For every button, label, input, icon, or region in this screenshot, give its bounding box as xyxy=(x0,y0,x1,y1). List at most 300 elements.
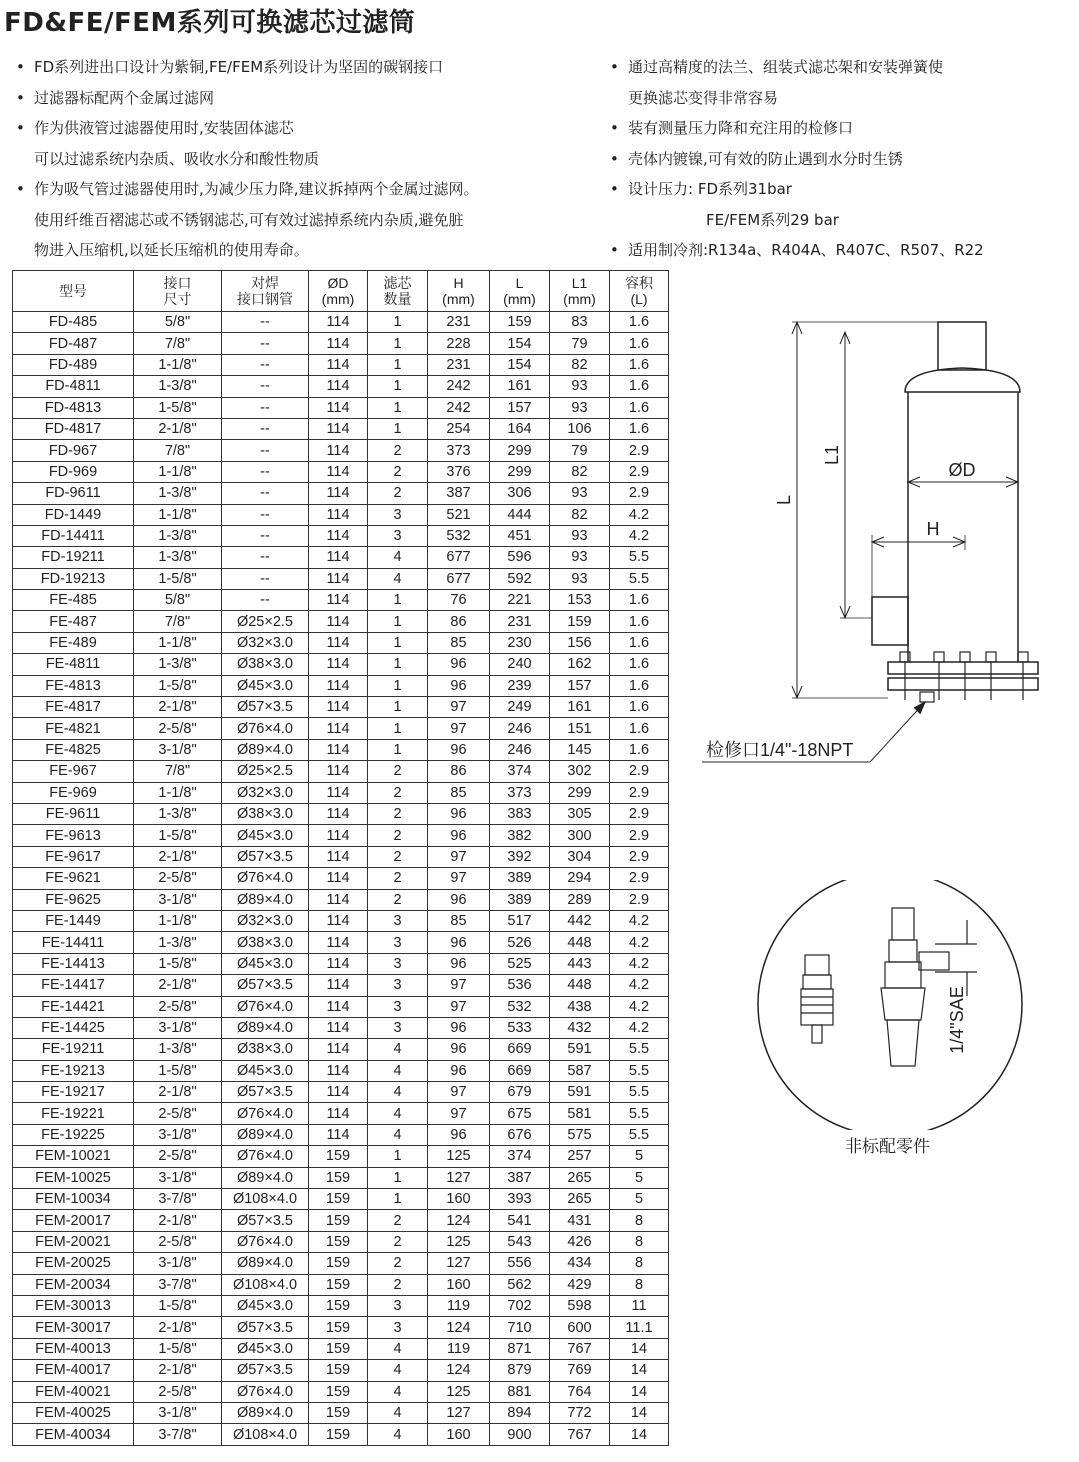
table-row xyxy=(13,547,669,568)
table-row xyxy=(13,889,669,910)
table-cell: FE-19213 xyxy=(13,1060,134,1081)
table-row xyxy=(13,525,669,546)
table-cell: 451 xyxy=(490,525,550,546)
table-cell: 164 xyxy=(490,418,550,439)
table-cell: 2 xyxy=(368,461,428,482)
table-cell: 1 xyxy=(368,739,428,760)
table-cell: 1.6 xyxy=(610,333,669,354)
table-cell: 710 xyxy=(490,1317,550,1338)
table-cell: 4 xyxy=(368,1103,428,1124)
column-header: 对焊 接口钢管 xyxy=(222,271,309,312)
table-cell: 14 xyxy=(610,1360,669,1381)
table-cell: 159 xyxy=(309,1210,368,1231)
table-cell: FD-487 xyxy=(13,333,134,354)
table-cell: FEM-40013 xyxy=(13,1338,134,1359)
table-cell: 431 xyxy=(550,1210,610,1231)
table-cell: FE-4821 xyxy=(13,718,134,739)
table-cell: 1-3/8" xyxy=(134,654,222,675)
table-cell: 1 xyxy=(368,697,428,718)
table-cell: 5/8" xyxy=(134,590,222,611)
table-cell: -- xyxy=(222,397,309,418)
table-cell: Ø89×4.0 xyxy=(222,1167,309,1188)
table-cell: 2 xyxy=(368,1274,428,1295)
table-cell: 145 xyxy=(550,739,610,760)
table-cell: 96 xyxy=(428,675,490,696)
table-cell: 442 xyxy=(550,910,610,931)
table-row xyxy=(13,761,669,782)
table-cell: 4.2 xyxy=(610,932,669,953)
table-cell: 1-5/8" xyxy=(134,825,222,846)
table-cell: 3 xyxy=(368,910,428,931)
table-cell: 581 xyxy=(550,1103,610,1124)
table-cell: 2-5/8" xyxy=(134,868,222,889)
table-cell: FE-19225 xyxy=(13,1124,134,1145)
column-header: ØD (mm) xyxy=(309,271,368,312)
table-cell: FE-9621 xyxy=(13,868,134,889)
table-cell: FD-14411 xyxy=(13,525,134,546)
table-row xyxy=(13,1189,669,1210)
feature-item: • 过滤器标配两个金属过滤网 xyxy=(16,83,606,114)
table-cell: Ø57×3.5 xyxy=(222,1210,309,1231)
table-cell: 4 xyxy=(368,1402,428,1423)
table-cell: 3-1/8" xyxy=(134,1402,222,1423)
table-cell: 159 xyxy=(490,312,550,333)
table-cell: 2 xyxy=(368,1231,428,1252)
table-row xyxy=(13,825,669,846)
table-cell: 159 xyxy=(309,1231,368,1252)
table-cell: 254 xyxy=(428,418,490,439)
table-cell: FE-4817 xyxy=(13,697,134,718)
table-cell: 306 xyxy=(490,483,550,504)
table-cell: 97 xyxy=(428,975,490,996)
table-cell: 161 xyxy=(550,697,610,718)
table-cell: Ø38×3.0 xyxy=(222,932,309,953)
table-cell: 1-3/8" xyxy=(134,525,222,546)
table-row xyxy=(13,1231,669,1252)
table-cell: 1-5/8" xyxy=(134,1338,222,1359)
table-cell: -- xyxy=(222,504,309,525)
table-cell: 3-1/8" xyxy=(134,1017,222,1038)
table-cell: 4 xyxy=(368,1360,428,1381)
table-cell: 93 xyxy=(550,397,610,418)
table-cell: 1.6 xyxy=(610,697,669,718)
table-cell: Ø89×4.0 xyxy=(222,1253,309,1274)
table-cell: FE-19217 xyxy=(13,1082,134,1103)
table-cell: 389 xyxy=(490,889,550,910)
table-cell: 1 xyxy=(368,632,428,653)
table-cell: 3-1/8" xyxy=(134,1124,222,1145)
table-cell: 157 xyxy=(550,675,610,696)
table-cell: 127 xyxy=(428,1402,490,1423)
table-cell: FE-14421 xyxy=(13,996,134,1017)
table-cell: FD-19213 xyxy=(13,568,134,589)
table-row xyxy=(13,568,669,589)
table-cell: 2-5/8" xyxy=(134,1146,222,1167)
table-cell: 119 xyxy=(428,1295,490,1316)
table-cell: 2 xyxy=(368,868,428,889)
table-cell: 14 xyxy=(610,1402,669,1423)
table-cell: FE-19221 xyxy=(13,1103,134,1124)
table-cell: FE-1449 xyxy=(13,910,134,931)
table-cell: 1-1/8" xyxy=(134,632,222,653)
feature-item: • 作为吸气管过滤器使用时,为减少压力降,建议拆掉两个金属过滤网。 xyxy=(16,174,606,205)
table-cell: 871 xyxy=(490,1338,550,1359)
feature-item: • FD系列进出口设计为紫铜,FE/FEM系列设计为坚固的碳钢接口 xyxy=(16,52,606,83)
table-cell: 114 xyxy=(309,354,368,375)
table-cell: 448 xyxy=(550,932,610,953)
table-row xyxy=(13,739,669,760)
table-cell: 125 xyxy=(428,1231,490,1252)
table-cell: 159 xyxy=(309,1317,368,1338)
table-row xyxy=(13,975,669,996)
table-cell: 114 xyxy=(309,376,368,397)
table-row xyxy=(13,697,669,718)
dim-label-L1: L1 xyxy=(822,444,842,466)
table-row xyxy=(13,1017,669,1038)
table-cell: FE-9625 xyxy=(13,889,134,910)
table-cell: 154 xyxy=(490,333,550,354)
table-cell: 532 xyxy=(428,525,490,546)
table-cell: 289 xyxy=(550,889,610,910)
table-cell: 2.9 xyxy=(610,803,669,824)
table-cell: 3 xyxy=(368,525,428,546)
table-cell: 2-5/8" xyxy=(134,1103,222,1124)
table-cell: 93 xyxy=(550,568,610,589)
table-cell: -- xyxy=(222,483,309,504)
table-cell: 1.6 xyxy=(610,739,669,760)
table-cell: Ø108×4.0 xyxy=(222,1274,309,1295)
table-cell: 767 xyxy=(550,1424,610,1445)
table-cell: 2-1/8" xyxy=(134,418,222,439)
table-cell: Ø45×3.0 xyxy=(222,953,309,974)
table-cell: 2.9 xyxy=(610,461,669,482)
table-cell: 1-3/8" xyxy=(134,547,222,568)
table-cell: FEM-30017 xyxy=(13,1317,134,1338)
table-cell: 159 xyxy=(309,1338,368,1359)
table-cell: 82 xyxy=(550,354,610,375)
table-cell: 5.5 xyxy=(610,1124,669,1145)
table-cell: FEM-20034 xyxy=(13,1274,134,1295)
table-cell: 96 xyxy=(428,654,490,675)
table-cell: 114 xyxy=(309,440,368,461)
table-cell: 93 xyxy=(550,376,610,397)
table-cell: 4 xyxy=(368,1039,428,1060)
table-cell: 443 xyxy=(550,953,610,974)
table-cell: -- xyxy=(222,568,309,589)
table-row xyxy=(13,440,669,461)
column-header: L (mm) xyxy=(490,271,550,312)
column-header: 容积 (L) xyxy=(610,271,669,312)
table-cell: 591 xyxy=(550,1082,610,1103)
housing-dome xyxy=(905,368,1020,392)
table-cell: 242 xyxy=(428,397,490,418)
table-cell: 114 xyxy=(309,953,368,974)
table-cell: 239 xyxy=(490,675,550,696)
table-row xyxy=(13,1381,669,1402)
table-cell: 114 xyxy=(309,932,368,953)
table-cell: 764 xyxy=(550,1381,610,1402)
table-cell: 1-5/8" xyxy=(134,1295,222,1316)
table-row xyxy=(13,868,669,889)
table-cell: 1-5/8" xyxy=(134,1060,222,1081)
table-cell: 246 xyxy=(490,718,550,739)
table-cell: Ø32×3.0 xyxy=(222,632,309,653)
table-cell: 230 xyxy=(490,632,550,653)
table-cell: 1 xyxy=(368,654,428,675)
table-cell: 1.6 xyxy=(610,397,669,418)
table-cell: 521 xyxy=(428,504,490,525)
table-cell: 5 xyxy=(610,1146,669,1167)
flange-bolts xyxy=(900,652,1028,700)
table-cell: 4 xyxy=(368,547,428,568)
table-cell: 97 xyxy=(428,697,490,718)
table-cell: FE-4825 xyxy=(13,739,134,760)
table-cell: 2 xyxy=(368,825,428,846)
table-cell: 373 xyxy=(428,440,490,461)
table-cell: 2.9 xyxy=(610,825,669,846)
table-row xyxy=(13,1338,669,1359)
table-cell: 562 xyxy=(490,1274,550,1295)
table-cell: 438 xyxy=(550,996,610,1017)
table-cell: FD-4813 xyxy=(13,397,134,418)
table-cell: 587 xyxy=(550,1060,610,1081)
table-cell: 1-3/8" xyxy=(134,376,222,397)
table-cell: 3-7/8" xyxy=(134,1274,222,1295)
table-cell: 1.6 xyxy=(610,654,669,675)
table-row xyxy=(13,312,669,333)
table-cell: 114 xyxy=(309,782,368,803)
table-cell: -- xyxy=(222,418,309,439)
table-cell: FD-1449 xyxy=(13,504,134,525)
table-cell: 8 xyxy=(610,1210,669,1231)
table-cell: FE-967 xyxy=(13,761,134,782)
table-cell: 4 xyxy=(368,1381,428,1402)
table-cell: 114 xyxy=(309,1039,368,1060)
table-cell: 389 xyxy=(490,868,550,889)
column-header: H (mm) xyxy=(428,271,490,312)
table-cell: 3 xyxy=(368,953,428,974)
filter-diagram xyxy=(700,310,1070,780)
table-row xyxy=(13,803,669,824)
table-cell: 1-3/8" xyxy=(134,803,222,824)
table-cell: 114 xyxy=(309,1103,368,1124)
table-cell: 448 xyxy=(550,975,610,996)
table-cell: 5.5 xyxy=(610,1060,669,1081)
table-cell: 299 xyxy=(490,440,550,461)
service-port xyxy=(920,692,934,702)
table-row xyxy=(13,1103,669,1124)
table-cell: 160 xyxy=(428,1274,490,1295)
table-cell: 429 xyxy=(550,1274,610,1295)
table-cell: Ø76×4.0 xyxy=(222,996,309,1017)
table-cell: Ø57×3.5 xyxy=(222,697,309,718)
table-row xyxy=(13,1295,669,1316)
table-row xyxy=(13,461,669,482)
table-cell: 97 xyxy=(428,846,490,867)
table-cell: 114 xyxy=(309,590,368,611)
table-cell: 2 xyxy=(368,803,428,824)
table-cell: 79 xyxy=(550,440,610,461)
table-cell: Ø45×3.0 xyxy=(222,1338,309,1359)
table-cell: -- xyxy=(222,525,309,546)
table-cell: 114 xyxy=(309,1124,368,1145)
table-cell: 556 xyxy=(490,1253,550,1274)
table-cell: 151 xyxy=(550,718,610,739)
dim-label-L: L xyxy=(774,494,794,506)
table-cell: 387 xyxy=(428,483,490,504)
table-cell: 114 xyxy=(309,889,368,910)
table-cell: 96 xyxy=(428,1124,490,1145)
table-cell: 677 xyxy=(428,568,490,589)
table-cell: 432 xyxy=(550,1017,610,1038)
table-cell: 575 xyxy=(550,1124,610,1145)
table-cell: 3 xyxy=(368,975,428,996)
table-cell: 127 xyxy=(428,1167,490,1188)
table-cell: 96 xyxy=(428,889,490,910)
table-cell: 93 xyxy=(550,547,610,568)
table-cell: Ø38×3.0 xyxy=(222,803,309,824)
table-cell: 97 xyxy=(428,718,490,739)
table-cell: FD-4811 xyxy=(13,376,134,397)
table-cell: 2-5/8" xyxy=(134,718,222,739)
table-cell: Ø57×3.5 xyxy=(222,1082,309,1103)
table-cell: 1 xyxy=(368,397,428,418)
table-cell: 11 xyxy=(610,1295,669,1316)
table-cell: FD-489 xyxy=(13,354,134,375)
table-row xyxy=(13,333,669,354)
table-cell: 879 xyxy=(490,1360,550,1381)
table-cell: 1-1/8" xyxy=(134,782,222,803)
table-cell: 246 xyxy=(490,739,550,760)
table-cell: 86 xyxy=(428,611,490,632)
table-cell: 374 xyxy=(490,761,550,782)
table-cell: 3-1/8" xyxy=(134,739,222,760)
table-row xyxy=(13,1253,669,1274)
table-cell: 533 xyxy=(490,1017,550,1038)
table-cell: FD-967 xyxy=(13,440,134,461)
table-cell: 2-1/8" xyxy=(134,1210,222,1231)
table-cell: 1 xyxy=(368,590,428,611)
table-cell: -- xyxy=(222,590,309,611)
table-cell: 159 xyxy=(309,1274,368,1295)
table-row xyxy=(13,1039,669,1060)
table-cell: 1.6 xyxy=(610,611,669,632)
table-cell: 159 xyxy=(309,1381,368,1402)
table-cell: 387 xyxy=(490,1167,550,1188)
table-cell: 2.9 xyxy=(610,483,669,504)
table-cell: 5.5 xyxy=(610,1103,669,1124)
table-cell: 228 xyxy=(428,333,490,354)
table-cell: 85 xyxy=(428,632,490,653)
table-cell: 5 xyxy=(610,1189,669,1210)
table-cell: 4 xyxy=(368,1124,428,1145)
table-cell: 240 xyxy=(490,654,550,675)
table-row xyxy=(13,590,669,611)
table-cell: 299 xyxy=(550,782,610,803)
table-cell: 221 xyxy=(490,590,550,611)
table-cell: FD-19211 xyxy=(13,547,134,568)
table-cell: 1-3/8" xyxy=(134,1039,222,1060)
table-cell: 2 xyxy=(368,440,428,461)
table-row xyxy=(13,1124,669,1145)
table-cell: 1-5/8" xyxy=(134,397,222,418)
table-row xyxy=(13,354,669,375)
table-row xyxy=(13,654,669,675)
table-cell: 114 xyxy=(309,1082,368,1103)
table-cell: Ø45×3.0 xyxy=(222,825,309,846)
table-row xyxy=(13,1082,669,1103)
table-cell: Ø38×3.0 xyxy=(222,1039,309,1060)
table-cell: 894 xyxy=(490,1402,550,1423)
table-row xyxy=(13,1424,669,1445)
table-cell: 1-3/8" xyxy=(134,483,222,504)
feature-item: • 设计压力: FD系列31bar xyxy=(610,174,1070,205)
table-cell: FEM-10021 xyxy=(13,1146,134,1167)
table-cell: 159 xyxy=(309,1424,368,1445)
table-cell: 93 xyxy=(550,483,610,504)
table-cell: 2.9 xyxy=(610,440,669,461)
table-cell: FEM-40021 xyxy=(13,1381,134,1402)
table-cell: 543 xyxy=(490,1231,550,1252)
table-cell: 114 xyxy=(309,825,368,846)
table-cell: 881 xyxy=(490,1381,550,1402)
table-cell: 114 xyxy=(309,1017,368,1038)
feature-item: 更换滤芯变得非常容易 xyxy=(628,88,779,107)
feature-item: 使用纤维百褶滤芯或不锈钢滤芯,可有效过滤掉系统内杂质,避免脏 xyxy=(34,210,464,229)
table-cell: Ø89×4.0 xyxy=(222,1017,309,1038)
table-cell: 114 xyxy=(309,975,368,996)
table-cell: 159 xyxy=(309,1253,368,1274)
table-cell: 124 xyxy=(428,1317,490,1338)
table-cell: 161 xyxy=(490,376,550,397)
table-cell: 1 xyxy=(368,418,428,439)
table-cell: 900 xyxy=(490,1424,550,1445)
table-row xyxy=(13,1210,669,1231)
table-cell: 3 xyxy=(368,1295,428,1316)
table-cell: 3 xyxy=(368,932,428,953)
table-cell: 1 xyxy=(368,1189,428,1210)
table-cell: 1-1/8" xyxy=(134,910,222,931)
table-cell: 159 xyxy=(309,1360,368,1381)
table-cell: 14 xyxy=(610,1338,669,1359)
table-cell: 159 xyxy=(309,1167,368,1188)
dim-label-D: ØD xyxy=(948,460,976,480)
flange xyxy=(888,662,1038,674)
table-cell: 591 xyxy=(550,1039,610,1060)
table-cell: Ø38×3.0 xyxy=(222,654,309,675)
table-cell: 2.9 xyxy=(610,868,669,889)
feature-item: • 装有测量压力降和充注用的检修口 xyxy=(610,113,1070,144)
table-cell: FE-489 xyxy=(13,632,134,653)
table-cell: 525 xyxy=(490,953,550,974)
table-cell: Ø57×3.5 xyxy=(222,975,309,996)
table-cell: FE-9613 xyxy=(13,825,134,846)
service-port-label: 检修口1/4"-18NPT xyxy=(706,740,854,760)
table-cell: 2 xyxy=(368,782,428,803)
table-cell: 106 xyxy=(550,418,610,439)
table-cell: 114 xyxy=(309,868,368,889)
table-cell: FE-14411 xyxy=(13,932,134,953)
table-cell: 4.2 xyxy=(610,1017,669,1038)
outlet-pipe xyxy=(938,322,986,370)
table-cell: FEM-10025 xyxy=(13,1167,134,1188)
table-row xyxy=(13,1167,669,1188)
table-cell: Ø89×4.0 xyxy=(222,889,309,910)
table-cell: 4.2 xyxy=(610,953,669,974)
table-cell: FEM-10034 xyxy=(13,1189,134,1210)
table-cell: 114 xyxy=(309,996,368,1017)
table-cell: 1.6 xyxy=(610,590,669,611)
